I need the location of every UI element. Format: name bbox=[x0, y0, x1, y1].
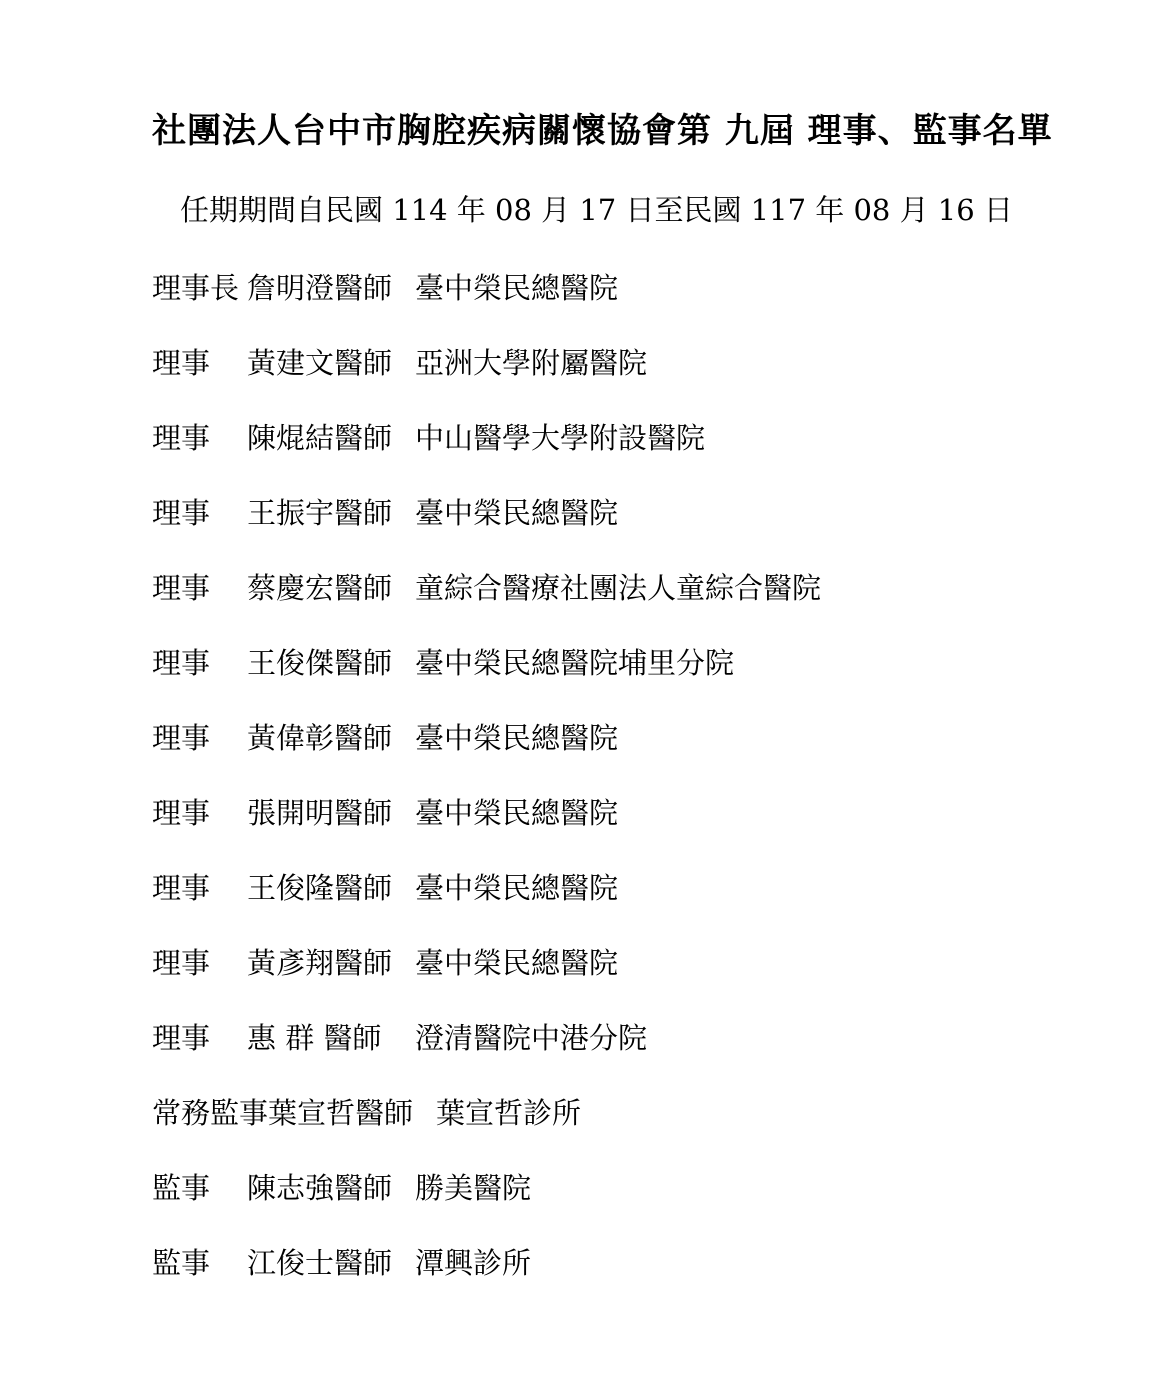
member-name: 黃偉彰醫師 bbox=[247, 720, 393, 755]
member-name: 詹明澄醫師 bbox=[247, 270, 393, 305]
organization-name: 臺中榮民總醫院 bbox=[415, 945, 619, 980]
organization-name: 臺中榮民總醫院 bbox=[415, 870, 619, 905]
organization-name: 臺中榮民總醫院 bbox=[415, 795, 619, 830]
member-name: 黃建文醫師 bbox=[247, 345, 393, 380]
role-label: 常務監事 bbox=[152, 1095, 269, 1130]
roster-row bbox=[152, 624, 1101, 699]
organization-name: 勝美醫院 bbox=[415, 1170, 532, 1205]
member-name: 王俊隆醫師 bbox=[247, 870, 393, 905]
member-name: 陳焜結醫師 bbox=[247, 420, 393, 455]
role-label: 理事 bbox=[152, 1020, 211, 1055]
role-label: 理事 bbox=[152, 945, 211, 980]
organization-name: 臺中榮民總醫院 bbox=[415, 720, 619, 755]
role-label: 理事 bbox=[152, 645, 211, 680]
role-label: 理事 bbox=[152, 495, 211, 530]
roster-row bbox=[152, 399, 1101, 474]
role-label: 理事 bbox=[152, 420, 211, 455]
member-name: 江俊士醫師 bbox=[247, 1245, 393, 1280]
roster-row bbox=[152, 849, 1101, 924]
member-name: 惠 群 醫師 bbox=[247, 1020, 382, 1055]
member-name: 黃彥翔醫師 bbox=[247, 945, 393, 980]
organization-name: 澄清醫院中港分院 bbox=[415, 1020, 648, 1055]
document-title: 社團法人台中市胸腔疾病關懷協會第 九屆 理事、監事名單 bbox=[152, 111, 1053, 151]
roster-row bbox=[152, 774, 1101, 849]
role-label: 監事 bbox=[152, 1245, 211, 1280]
role-label: 理事 bbox=[152, 870, 211, 905]
roster-row bbox=[152, 924, 1101, 999]
role-label: 理事 bbox=[152, 720, 211, 755]
role-label: 監事 bbox=[152, 1170, 211, 1205]
roster-row bbox=[152, 1149, 1101, 1224]
role-label: 理事長 bbox=[152, 270, 240, 305]
term-period-line: 任期期間自民國 114 年 08 月 17 日至民國 117 年 08 月 16 日 bbox=[180, 193, 1013, 228]
roster-row bbox=[152, 474, 1101, 549]
member-name: 葉宣哲醫師 bbox=[268, 1095, 414, 1130]
organization-name: 中山醫學大學附設醫院 bbox=[415, 420, 706, 455]
roster-row bbox=[152, 1074, 1101, 1149]
roster-row bbox=[152, 699, 1101, 774]
organization-name: 童綜合醫療社團法人童綜合醫院 bbox=[415, 570, 822, 605]
role-label: 理事 bbox=[152, 570, 211, 605]
member-name: 王俊傑醫師 bbox=[247, 645, 393, 680]
member-name: 蔡慶宏醫師 bbox=[247, 570, 393, 605]
roster-row bbox=[152, 999, 1101, 1074]
roster-row bbox=[152, 549, 1101, 624]
roster-row bbox=[152, 1224, 1101, 1299]
member-name: 陳志強醫師 bbox=[247, 1170, 393, 1205]
organization-name: 亞洲大學附屬醫院 bbox=[415, 345, 648, 380]
member-name: 張開明醫師 bbox=[247, 795, 393, 830]
organization-name: 葉宣哲診所 bbox=[436, 1095, 582, 1130]
role-label: 理事 bbox=[152, 345, 211, 380]
organization-name: 臺中榮民總醫院埔里分院 bbox=[415, 645, 735, 680]
role-label: 理事 bbox=[152, 795, 211, 830]
organization-name: 臺中榮民總醫院 bbox=[415, 495, 619, 530]
roster-row bbox=[152, 249, 1101, 324]
organization-name: 臺中榮民總醫院 bbox=[415, 270, 619, 305]
member-name: 王振宇醫師 bbox=[247, 495, 393, 530]
roster-list bbox=[152, 249, 1101, 1299]
roster-row bbox=[152, 324, 1101, 399]
organization-name: 潭興診所 bbox=[415, 1245, 532, 1280]
